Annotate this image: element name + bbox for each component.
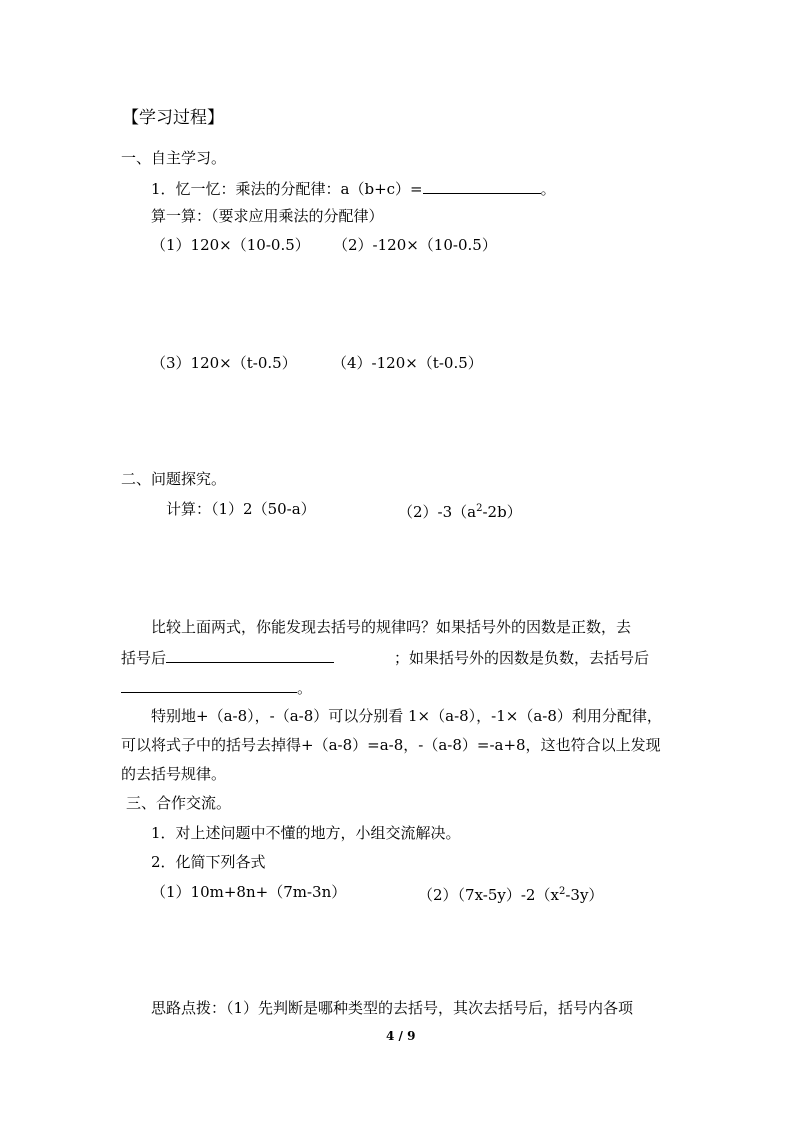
calc-2-exponent: 2	[476, 503, 483, 514]
exercise-2: （2）-120×（10-0.5）	[333, 236, 497, 254]
answer-blank	[121, 677, 297, 693]
section-2-title: 二、问题探究。	[121, 470, 227, 488]
section-3-title: 三、合作交流。	[126, 794, 232, 812]
page-number: 4 / 9	[386, 1029, 416, 1043]
section-1-title: 一、自主学习。	[121, 149, 227, 167]
question-1-text: 1．忆一忆：乘法的分配律：a（b+c）=	[151, 180, 423, 198]
paragraph-2-line-2: 可以将式子中的括号去掉得+（a-8）=a-8，-（a-8）=-a+8，这也符合以上发现	[121, 736, 661, 754]
question-1-suffix: 。	[540, 180, 556, 198]
exercise-1: （1）120×（10-0.5）	[151, 236, 310, 254]
simplify-2-text: （2）（7x-5y）-2（x	[418, 886, 559, 904]
simplify-1: （1）10m+8n+（7m-3n）	[151, 883, 347, 901]
paragraph-1-line-1: 比较上面两式，你能发现去括号的规律吗？如果括号外的因数是正数，去	[151, 618, 632, 636]
paragraph-1-line-2-rest: ；如果括号外的因数是负数，去括号后	[394, 649, 650, 667]
calc-2	[398, 499, 522, 522]
calc-1: 计算：（1）2（50-a）	[166, 500, 316, 518]
section-heading: 【学习过程】	[122, 108, 224, 128]
exercise-4: （4）-120×（t-0.5）	[332, 354, 483, 372]
paragraph-1-line-2	[121, 647, 649, 668]
paragraph-1-line-3	[121, 677, 312, 698]
simplify-2-exponent: 2	[558, 886, 566, 897]
calc-2-text: （2）-3（a	[398, 503, 477, 521]
section-3-item-1: 1．对上述问题中不懂的地方，小组交流解决。	[151, 824, 461, 842]
question-1	[151, 178, 556, 199]
calc-2-rest: -2b）	[482, 503, 522, 521]
exercise-3: （3）120×（t-0.5）	[151, 354, 297, 372]
section-3-item-2: 2．化简下列各式	[151, 853, 266, 871]
calc-instruction: 算一算：（要求应用乘法的分配律）	[151, 207, 384, 225]
answer-blank	[423, 178, 541, 194]
paragraph-2-line-3: 的去括号规律。	[121, 765, 227, 783]
paragraph-1-line-2-text: 括号后	[121, 649, 167, 667]
answer-blank	[166, 647, 334, 663]
paragraph-1-line-3-suffix: 。	[297, 679, 313, 697]
simplify-2-rest: -3y）	[565, 886, 604, 904]
simplify-2	[418, 882, 603, 905]
hint-text: 思路点拨：（1）先判断是哪种类型的去括号，其次去括号后，括号内各项	[151, 999, 634, 1017]
paragraph-2-line-1: 特别地+（a-8），-（a-8）可以分别看 1×（a-8），-1×（a-8）利用分配律，	[151, 707, 662, 725]
